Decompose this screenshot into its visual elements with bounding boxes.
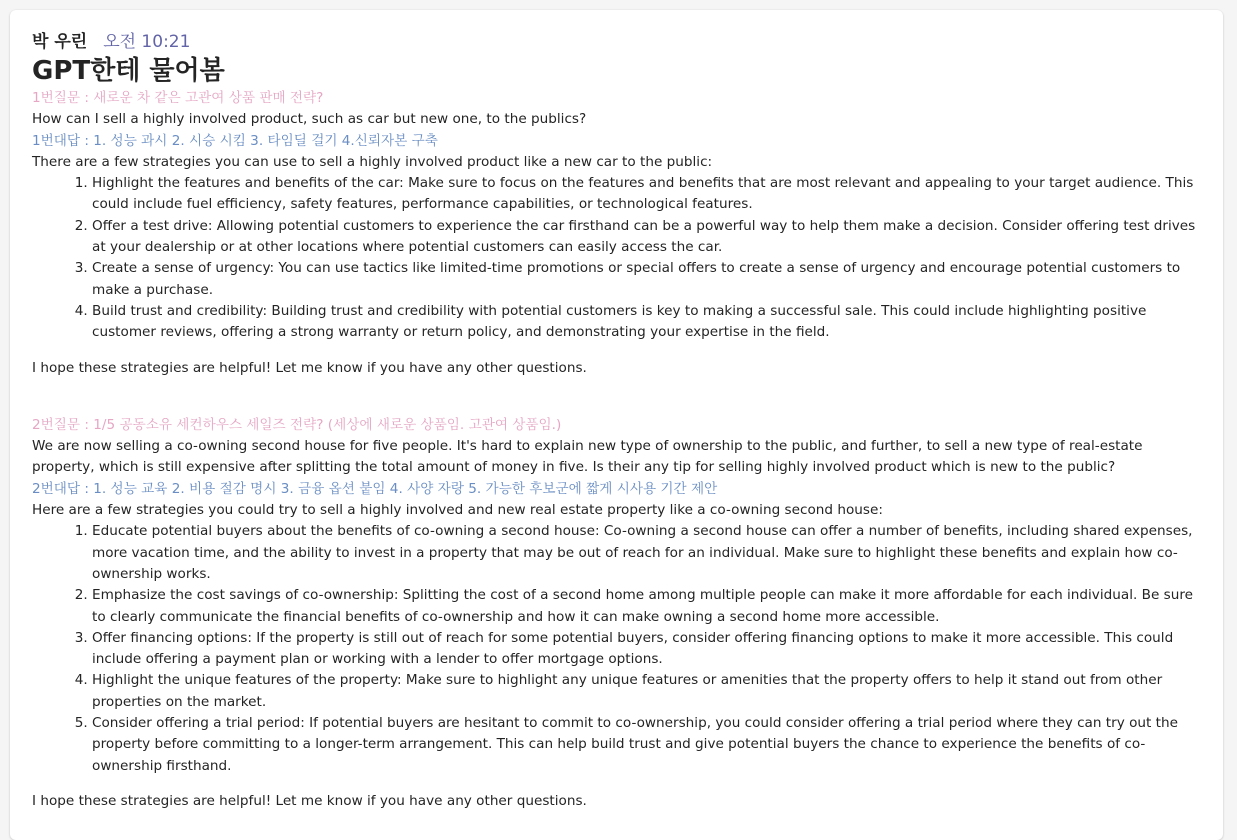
list-item: 2. Emphasize the cost savings of co-ownership: Splitting the cost of a second home among multiple people can make it more affordable for each individual. Be sure to clearly communicate the financial benefits of co-ownership and how it can make owning a second home more accessible. xyxy=(92,585,1201,628)
question-1-text: How can I sell a highly involved product, such as car but new one, to the publics? xyxy=(32,111,587,128)
question-2-heading: 2번질문 : 1/5 공동소유 세컨하우스 세일즈 전략? (세상에 새로운 상품임. 고관여 상품임.) xyxy=(32,416,562,433)
message-header xyxy=(32,27,1201,53)
message-title: GPT한테 물어봄 xyxy=(32,56,225,86)
answer-1-intro: There are a few strategies you can use to sell a highly involved product like a new car to the public: xyxy=(32,153,713,170)
message-card[interactable] xyxy=(10,10,1223,840)
list-item: 4. Build trust and credibility: Building trust and credibility with potential customers is key to making a successful sale. This could include highlighting positive customer reviews, offering a strong warranty or return policy, and demonstrating your expertise in the field. xyxy=(92,301,1201,344)
list-item: 3. Offer financing options: If the property is still out of reach for some potential buyers, consider offering financing options to make it more accessible. This could include offering a payment plan or working with a lender to offer mortgage options. xyxy=(92,628,1201,671)
answer-2-outro: I hope these strategies are helpful! Let me know if you have any other questions. xyxy=(32,792,587,809)
list-item: 2. Offer a test drive: Allowing potential customers to experience the car firsthand can be a powerful way to help them make a decision. Consider offering test drives at your dealership or at other locations where potential customers can easily access the car. xyxy=(92,216,1201,259)
answer-2-heading: 2번대답 : 1. 성능 교육 2. 비용 절감 명시 3. 금융 옵션 붙임 4. 사양 자랑 5. 가능한 후보군에 짧게 시사용 기간 제안 xyxy=(32,480,718,497)
author-name[interactable]: 박 우린 xyxy=(32,32,88,52)
answer-1-heading: 1번대답 : 1. 성능 과시 2. 시승 시킴 3. 타임딜 걸기 4.신뢰자본 구축 xyxy=(32,132,438,149)
answer-2-list xyxy=(32,521,1201,777)
answer-2-intro: Here are a few strategies you could try to sell a highly involved and new real estate property like a co-owning second house: xyxy=(32,502,883,519)
message-timestamp[interactable]: 오전 10:21 xyxy=(103,32,191,52)
list-item: 3. Create a sense of urgency: You can use tactics like limited-time promotions or special offers to create a sense of urgency and encourage potential customers to make a purchase. xyxy=(92,258,1201,301)
list-item: 5. Consider offering a trial period: If potential buyers are hesitant to commit to co-ownership, you could consider offering a trial period where they can try out the property before committing to a longer-term arrangement. This can help build trust and give potential buyers the chance to experience the benefits of co-ownership firsthand. xyxy=(92,713,1201,777)
answer-1-list xyxy=(32,173,1201,343)
list-item: 4. Highlight the unique features of the property: Make sure to highlight any unique features or amenities that the property offers to help it stand out from other properties on the market. xyxy=(92,670,1201,713)
answer-1-outro: I hope these strategies are helpful! Let me know if you have any other questions. xyxy=(32,359,587,376)
question-2-text: We are now selling a co-owning second house for five people. It's hard to explain new type of ownership to the public, and further, to sell a new type of real-estate property, which is still expensive after splitting the total amount of money in five. Is their any tip for selling highly involved product which is new to the public? xyxy=(32,438,1143,476)
question-1-heading: 1번질문 : 새로운 차 같은 고관여 상품 판매 전략? xyxy=(32,90,324,106)
list-item: 1. Educate potential buyers about the benefits of co-owning a second house: Co-owning a second house can offer a number of benefits, including shared expenses, more vacation time, and the ability to invest in a property that may be out of reach for an individual. Make sure to highlight these benefits and explain how co-ownership works. xyxy=(92,521,1201,585)
list-item: 1. Highlight the features and benefits of the car: Make sure to focus on the features and benefits that are most relevant and appealing to your target audience. This could include fuel efficiency, safety features, performance capabilities, or technological features. xyxy=(92,173,1201,216)
message-body xyxy=(32,88,1201,812)
